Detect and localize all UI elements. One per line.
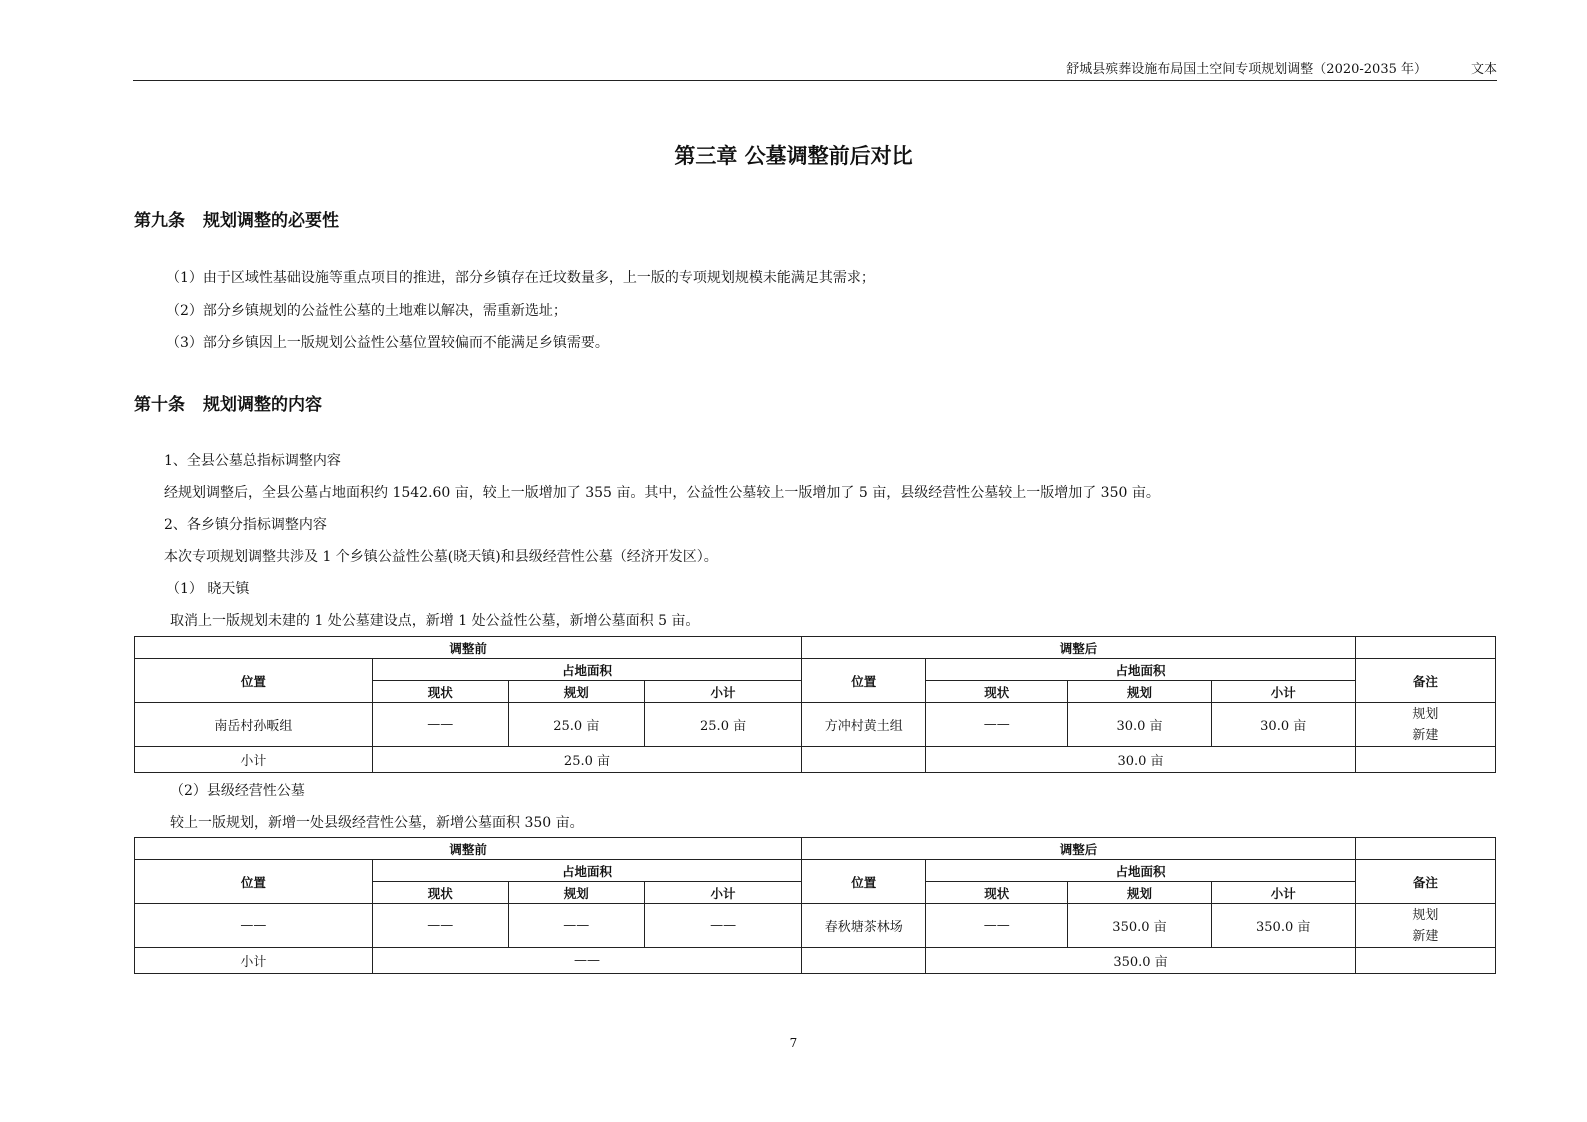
after-current-header: 现状 xyxy=(926,882,1068,904)
table-row xyxy=(135,703,1496,747)
before-total-cell: 25.0 亩 xyxy=(372,747,802,773)
article-number: 第十条 xyxy=(134,395,185,415)
section-2-title: 2、各乡镇分指标调整内容 xyxy=(164,517,327,533)
after-location-cell: 春秋塘茶林场 xyxy=(802,904,926,948)
article-number: 第九条 xyxy=(134,211,185,231)
after-header: 调整后 xyxy=(802,637,1356,659)
after-current-cell: —— xyxy=(926,703,1068,747)
note-header: 备注 xyxy=(1355,860,1495,904)
necessity-item-2: （2）部分乡镇规划的公益性公墓的土地难以解决，需重新选址； xyxy=(166,303,567,319)
after-location-header: 位置 xyxy=(802,860,926,904)
before-planned-cell: —— xyxy=(508,904,644,948)
before-location-header: 位置 xyxy=(135,860,373,904)
note-line-2: 新建 xyxy=(1412,928,1439,944)
after-current-header: 现状 xyxy=(926,681,1068,703)
after-subtotal-cell: 30.0 亩 xyxy=(1211,703,1355,747)
after-planned-header: 规划 xyxy=(1068,882,1211,904)
before-area-header: 占地面积 xyxy=(372,659,802,681)
necessity-item-3: （3）部分乡镇因上一版规划公益性公墓位置较偏而不能满足乡镇需要。 xyxy=(166,335,609,351)
blank-cell xyxy=(802,948,926,974)
total-label-cell: 小计 xyxy=(135,948,373,974)
before-subtotal-header: 小计 xyxy=(644,882,801,904)
after-subtotal-header: 小计 xyxy=(1211,882,1355,904)
article-title: 规划调整的必要性 xyxy=(203,211,339,231)
note-line-1: 规划 xyxy=(1412,706,1439,722)
page-number: 7 xyxy=(789,1036,798,1050)
after-subtotal-cell: 350.0 亩 xyxy=(1211,904,1355,948)
before-subtotal-cell: 25.0 亩 xyxy=(644,703,801,747)
before-location-cell: —— xyxy=(135,904,373,948)
note-line-1: 规划 xyxy=(1412,907,1439,923)
before-current-cell: —— xyxy=(372,703,508,747)
before-location-cell: 南岳村孙畈组 xyxy=(135,703,373,747)
county-cemetery-comparison-table xyxy=(134,837,1496,974)
chapter-title: 第三章 公墓调整前后对比 xyxy=(674,144,913,168)
after-location-cell: 方冲村黄土组 xyxy=(802,703,926,747)
before-header: 调整前 xyxy=(135,838,802,860)
before-planned-header: 规划 xyxy=(508,882,644,904)
section-1-title: 1、全县公墓总指标调整内容 xyxy=(164,453,341,469)
note-cell xyxy=(1355,904,1495,948)
after-area-header: 占地面积 xyxy=(926,659,1356,681)
before-location-header: 位置 xyxy=(135,659,373,703)
after-planned-header: 规划 xyxy=(1068,681,1211,703)
sub-2-title: （2）县级经营性公墓 xyxy=(170,783,305,799)
before-planned-header: 规划 xyxy=(508,681,644,703)
sub-2-text: 较上一版规划，新增一处县级经营性公墓，新增公墓面积 350 亩。 xyxy=(170,815,584,831)
blank-header xyxy=(1355,838,1495,860)
article-9-heading xyxy=(134,206,339,231)
before-planned-cell: 25.0 亩 xyxy=(508,703,644,747)
section-1-text: 经规划调整后，全县公墓占地面积约 1542.60 亩，较上一版增加了 355 亩。其中，公益性公墓较上一版增加了 5 亩，县级经营性公墓较上一版增加了 350 亩。 xyxy=(164,485,1160,501)
blank-cell xyxy=(802,747,926,773)
after-subtotal-header: 小计 xyxy=(1211,681,1355,703)
after-header: 调整后 xyxy=(802,838,1356,860)
blank-cell xyxy=(1355,747,1495,773)
blank-header xyxy=(1355,637,1495,659)
total-label-cell: 小计 xyxy=(135,747,373,773)
necessity-item-1: （1）由于区域性基础设施等重点项目的推进，部分乡镇存在迁坟数量多，上一版的专项规划规模未能满足其需求； xyxy=(166,270,875,286)
table-row xyxy=(135,904,1496,948)
before-total-cell: —— xyxy=(372,948,802,974)
after-total-cell: 30.0 亩 xyxy=(926,747,1356,773)
note-cell xyxy=(1355,703,1495,747)
article-title: 规划调整的内容 xyxy=(203,395,322,415)
note-header: 备注 xyxy=(1355,659,1495,703)
after-total-cell: 350.0 亩 xyxy=(926,948,1356,974)
sub-1-title: （1） 晓天镇 xyxy=(166,581,250,597)
before-subtotal-cell: —— xyxy=(644,904,801,948)
document-title: 舒城县殡葬设施布局国土空间专项规划调整（2020-2035 年） xyxy=(1066,62,1427,77)
before-current-cell: —— xyxy=(372,904,508,948)
before-current-header: 现状 xyxy=(372,681,508,703)
page-header xyxy=(133,52,1497,81)
table-total-row xyxy=(135,948,1496,974)
table-total-row xyxy=(135,747,1496,773)
document-kind: 文本 xyxy=(1470,62,1497,77)
before-header: 调整前 xyxy=(135,637,802,659)
article-10-heading xyxy=(134,390,322,415)
sub-1-text: 取消上一版规划未建的 1 处公墓建设点，新增 1 处公益性公墓，新增公墓面积 5 亩。 xyxy=(170,613,700,629)
after-current-cell: —— xyxy=(926,904,1068,948)
after-location-header: 位置 xyxy=(802,659,926,703)
section-2-text: 本次专项规划调整共涉及 1 个乡镇公益性公墓(晓天镇)和县级经营性公墓（经济开发区）。 xyxy=(164,549,718,565)
after-area-header: 占地面积 xyxy=(926,860,1356,882)
before-current-header: 现状 xyxy=(372,882,508,904)
note-line-2: 新建 xyxy=(1412,727,1439,743)
after-planned-cell: 30.0 亩 xyxy=(1068,703,1211,747)
before-area-header: 占地面积 xyxy=(372,860,802,882)
after-planned-cell: 350.0 亩 xyxy=(1068,904,1211,948)
blank-cell xyxy=(1355,948,1495,974)
xiaotian-comparison-table xyxy=(134,636,1496,773)
before-subtotal-header: 小计 xyxy=(644,681,801,703)
